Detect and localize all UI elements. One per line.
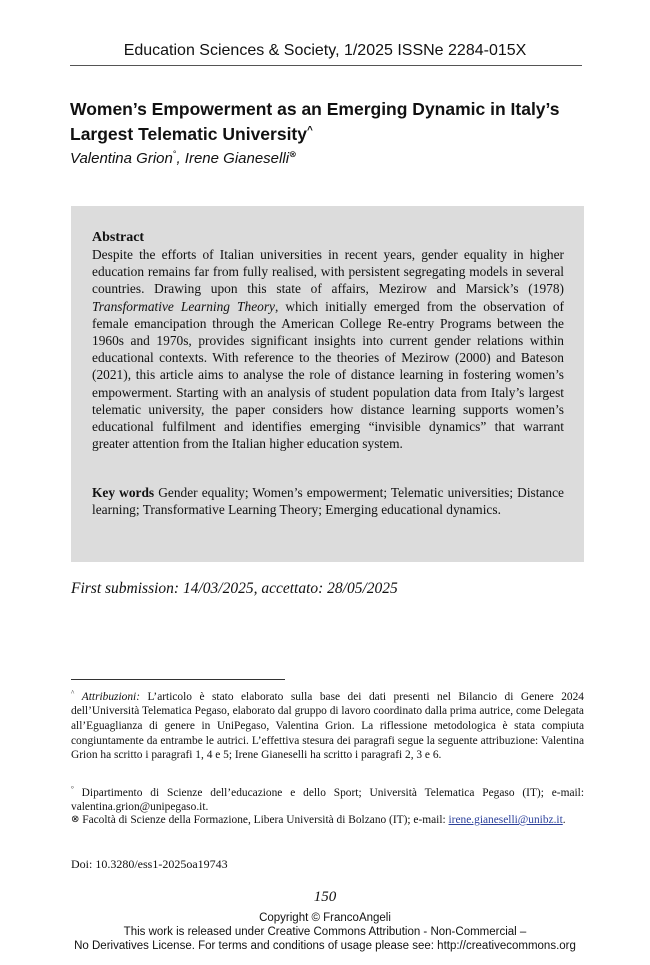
copyright-line-1: Copyright © FrancoAngeli: [259, 912, 391, 924]
footnote-rule: [71, 679, 285, 680]
footnote-1-text: L’articolo è stato elaborato sulla base dei dati presenti nel Bilancio di Genere 2024 dell’Università Telematica Pegaso, elaborato dal gruppo di lavoro coordinato dalla prima autrice, come Delegata all’Eguaglianza di genere in UniPegaso, Valentina Grion. La riflessione metodologica è stata compiuta congiuntamente da entrambe le autrici. L’effettiva stesura dei paragrafi segue la seguente attribuzione: Valentina Grion ha scritto i paragrafi 1, 4 e 5; Irene Gianeselli ha scritto i paragrafi 2, 3 e 6.: [71, 690, 584, 762]
author-1-mark: °: [172, 149, 177, 159]
article-title: [70, 98, 570, 145]
abstract-theory-title: Transformative Learning Theory: [92, 298, 275, 314]
copyright-notice: [0, 911, 650, 954]
copyright-line-2: This work is released under Creative Commons Attribution - Non-Commercial –: [123, 926, 527, 939]
author-2-mark: ⊗: [289, 149, 297, 159]
footnote-attribution: [71, 686, 584, 763]
abstract-box: [71, 206, 584, 562]
running-header: Education Sciences & Society, 1/2025 ISSNe 2284-015X: [123, 42, 527, 59]
doi: Doi: 10.3280/ess1-2025oa19743: [71, 857, 228, 871]
footnote-author-1: [71, 782, 584, 815]
keywords: [92, 484, 564, 518]
abstract-text: [92, 246, 564, 452]
abstract-part-1: Despite the efforts of Italian universities in recent years, gender equality in higher education remains far from fully realised, with persistent segregating models in several countries. Drawing upon this state of affairs, Mezirow and Marsick’s (1978): [92, 247, 564, 297]
abstract-heading: Abstract: [92, 230, 145, 245]
footnote-author-2: [71, 813, 584, 828]
submission-dates: First submission: 14/03/2025, accettato: 28/05/2025: [71, 580, 398, 597]
keywords-label: Key words: [92, 485, 155, 500]
author-2: Irene Gianeselli: [184, 150, 290, 167]
footnote-2-text: Dipartimento di Scienze dell’educazione e dello Sport; Università Telematica Pegaso (IT); e-mail: valentina.grion@unipegaso.it.: [71, 786, 584, 814]
title-footnote-mark: ^: [307, 125, 313, 136]
footnote-2-mark: °: [71, 785, 74, 793]
page-number: 150: [313, 889, 337, 905]
authors: [70, 149, 297, 167]
email-link[interactable]: irene.gianeselli@unibz.it: [448, 814, 563, 826]
title-text: Women’s Empowerment as an Emerging Dynamic in Italy’s Largest Telematic University: [70, 99, 560, 144]
footnote-3-text: Facoltà di Scienze della Formazione, Libera Università di Bolzano (IT); e-mail:: [79, 814, 449, 826]
footnote-1-label: Attribuzioni:: [81, 690, 141, 703]
footnote-3-mark: ⊗: [71, 814, 80, 825]
header-rule: [70, 65, 582, 66]
author-1: Valentina Grion: [70, 150, 173, 167]
footnote-1-mark: ^: [71, 689, 75, 697]
copyright-line-3: No Derivatives License. For terms and conditions of usage please see: http://creativecommons.org: [74, 940, 576, 953]
author-separator: ,: [176, 150, 185, 167]
keywords-list: Gender equality; Women’s empowerment; Telematic universities; Distance learning; Transformative Learning Theory; Emerging educational dynamics.: [92, 485, 564, 518]
abstract-part-2: , which initially emerged from the observation of female emancipation through the American College Re-entry Programs between the 1960s and 1970s, provides significant insights into current gender relations within educational contexts. With reference to the theories of Mezirow (2000) and Bateson (2021), this article aims to analyse the role of distance learning in fostering women’s empowerment. Starting with an analysis of student population data from Italy’s largest telematic university, the paper considers how distance learning supports women’s educational fulfilment and identifies emerging “invisible dynamics” that warrant greater attention from the Italian higher education system.: [92, 298, 564, 452]
footnote-3-end: .: [562, 814, 566, 826]
